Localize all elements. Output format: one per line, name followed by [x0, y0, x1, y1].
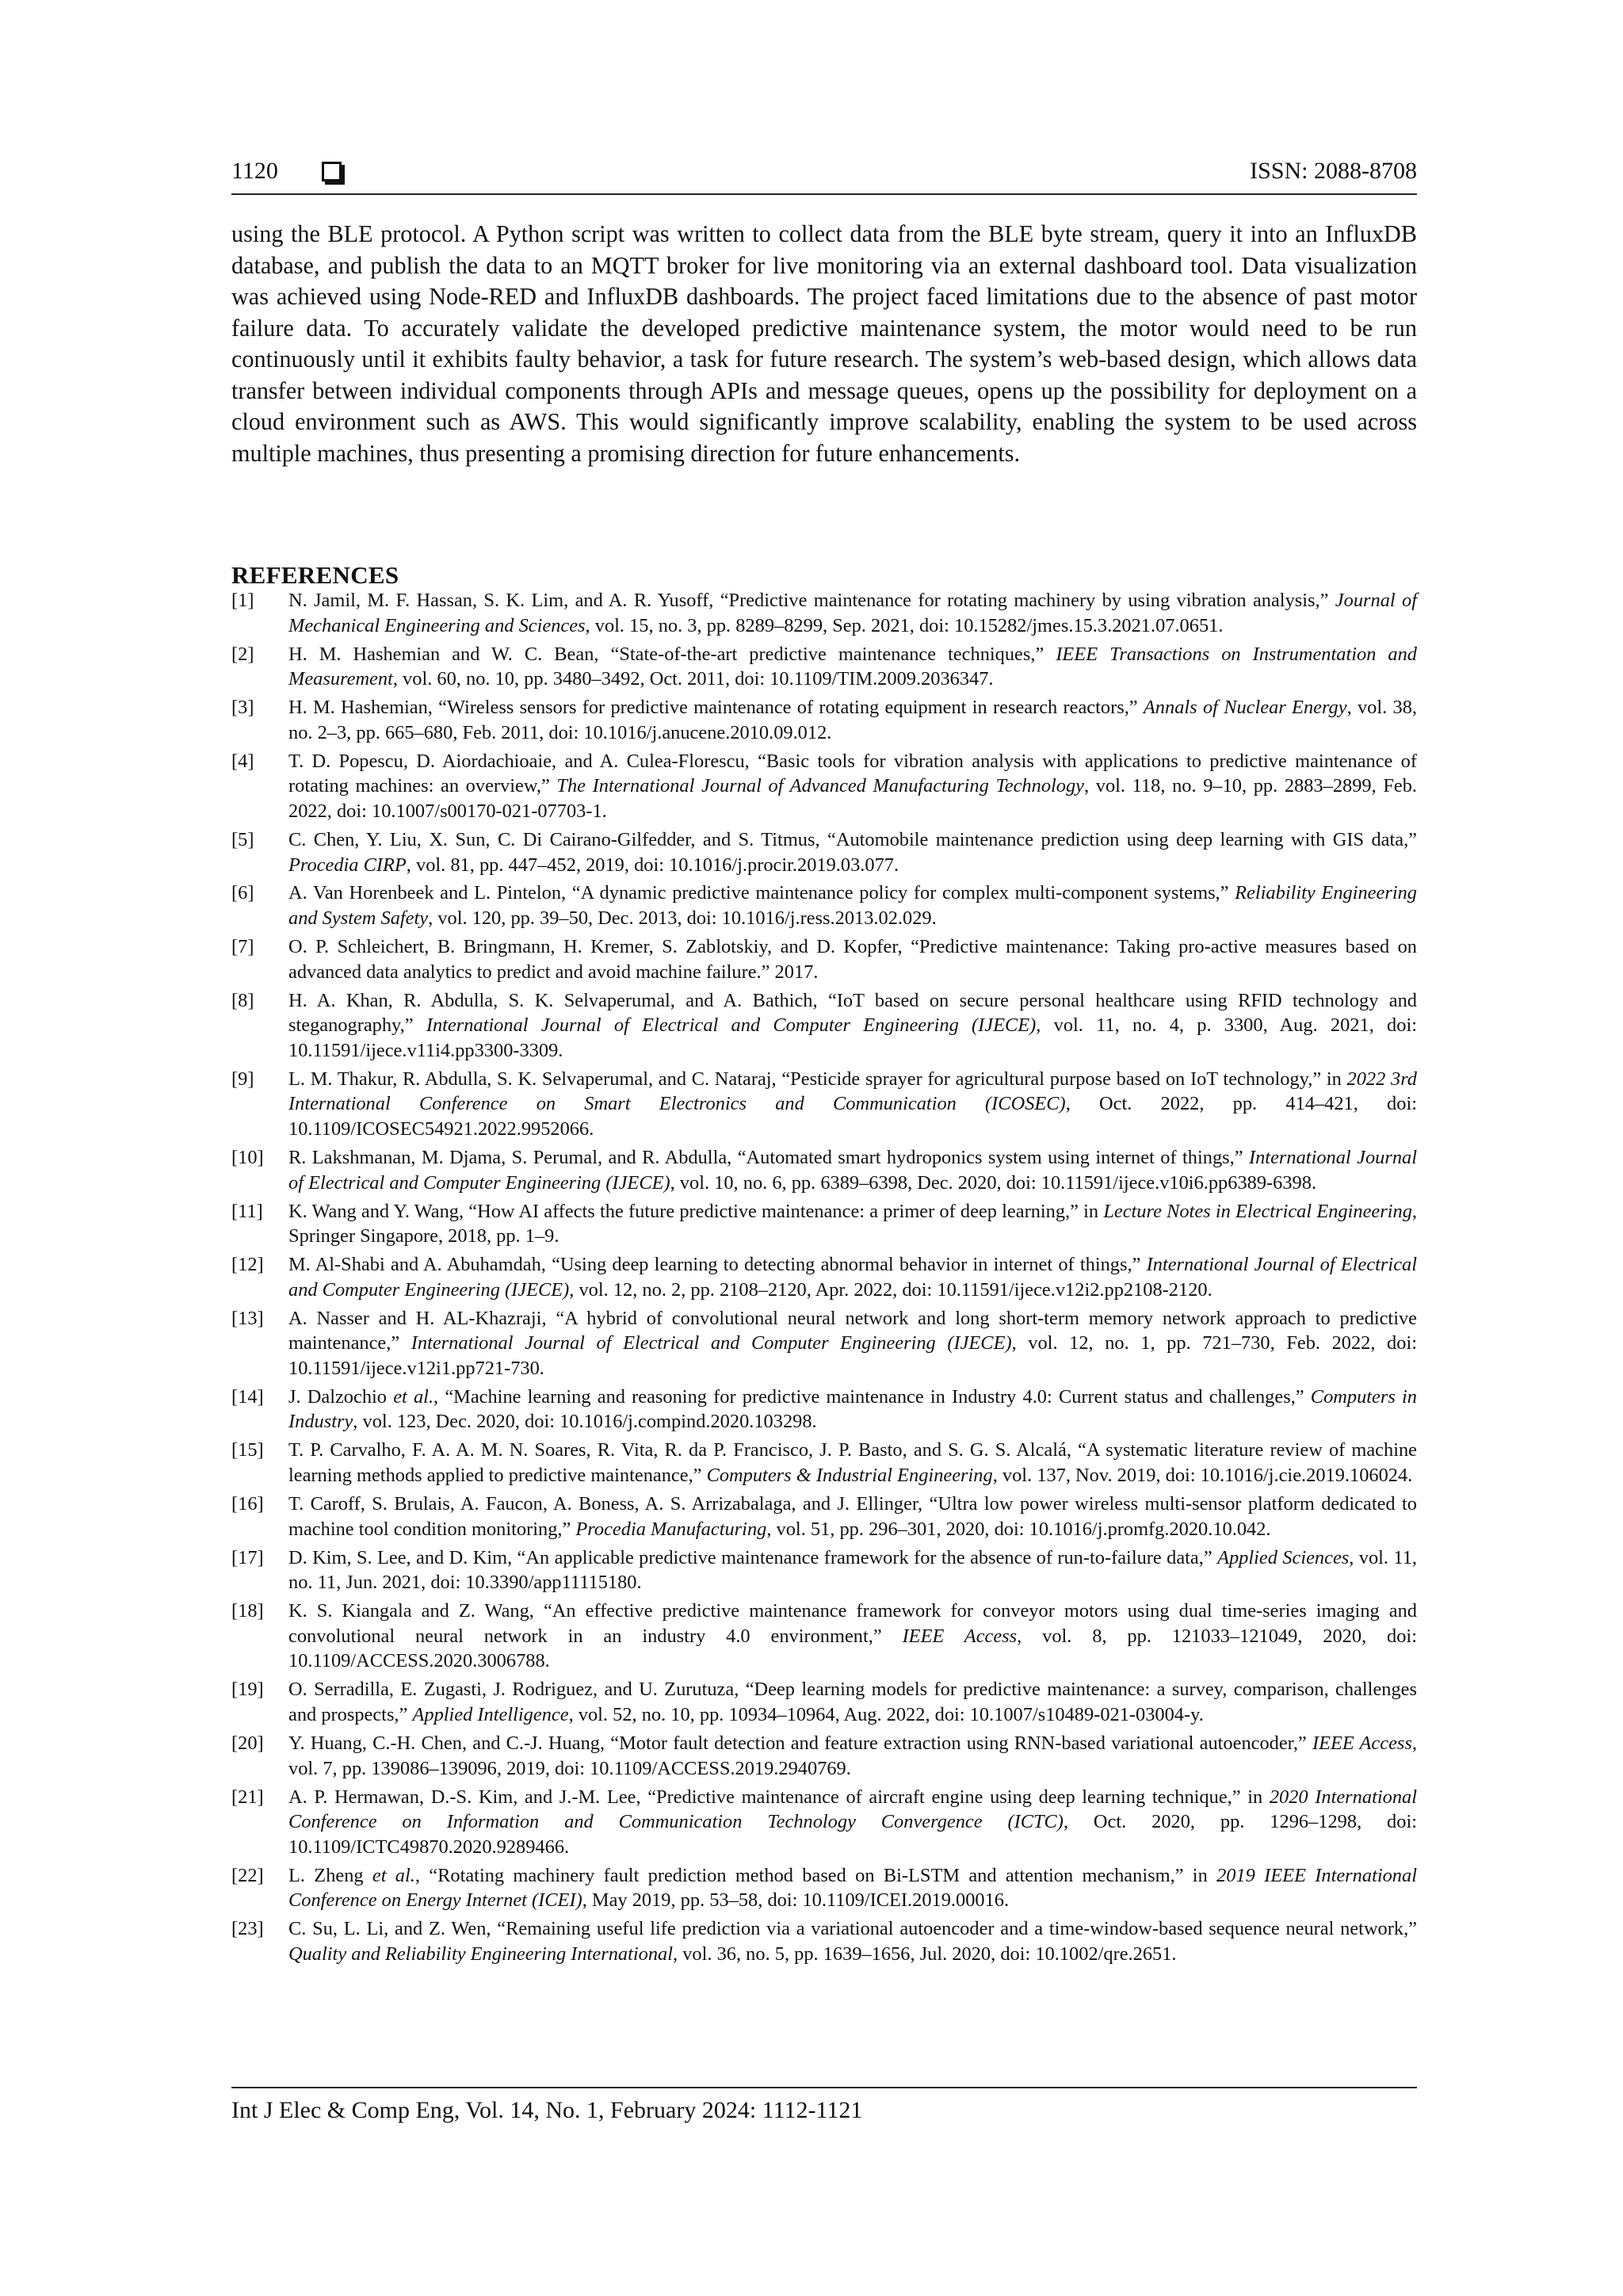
reference-number: [20]	[231, 1732, 264, 1754]
reference-item	[231, 1199, 1417, 1249]
reference-segment: , vol. 12, no. 2, pp. 2108–2120, Apr. 2022, doi: 10.11591/ijece.v12i2.pp2108-2120.	[569, 1278, 1212, 1301]
footer-rule	[231, 2087, 1417, 2088]
reference-item	[231, 1145, 1417, 1195]
reference-segment: O. P. Schleichert, B. Bringmann, H. Kremer, S. Zablotskiy, and D. Kopfer, “Predictive maintenance: Taking pro-active measures based on advanced data analytics to predict and avoid machine failure.” 2017.	[288, 936, 1417, 983]
reference-segment: H. M. Hashemian and W. C. Bean, “State-of-the-art predictive maintenance techniques,”	[288, 643, 1056, 665]
reference-segment: O. Serradilla, E. Zugasti, J. Rodriguez, and U. Zurutuza, “Deep learning models for predictive maintenance: a survey, comparison, challenges and prospects,”	[288, 1679, 1417, 1725]
reference-item	[231, 1863, 1417, 1913]
reference-source: IEEE Access	[902, 1625, 1018, 1647]
reference-item	[231, 1599, 1417, 1674]
reference-item	[231, 827, 1417, 877]
reference-item	[231, 1916, 1417, 1966]
reference-number: [12]	[231, 1254, 264, 1276]
reference-segment: L. M. Thakur, R. Abdulla, S. K. Selvaperumal, and C. Nataraj, “Pesticide sprayer for agricultural purpose based on IoT technology,” in	[288, 1068, 1347, 1090]
reference-segment: T. Caroff, S. Brulais, A. Faucon, A. Boness, A. S. Arrizabalaga, and J. Ellinger, “Ultra low power wireless multi-sensor platform dedicated to machine tool condition monitoring,”	[288, 1493, 1417, 1540]
reference-item	[231, 1438, 1417, 1488]
reference-segment: , Springer Singapore, 2018, pp. 1–9.	[288, 1200, 1417, 1247]
references-heading: REFERENCES	[231, 561, 399, 589]
reference-segment: , vol. 11, no. 11, Jun. 2021, doi: 10.3390/app11115180.	[288, 1546, 1417, 1594]
reference-segment: , vol. 15, no. 3, pp. 8289–8299, Sep. 2021, doi: 10.15282/jmes.15.3.2021.07.0651.	[585, 614, 1224, 636]
reference-segment: M. Al-Shabi and A. Abuhamdah, “Using deep learning to detecting abnormal behavior in internet of things,”	[288, 1254, 1147, 1276]
reference-segment: , vol. 52, no. 10, pp. 10934–10964, Aug. 2022, doi: 10.1007/s10489-021-03004-y.	[568, 1703, 1204, 1725]
reference-segment: , vol. 51, pp. 296–301, 2020, doi: 10.1016/j.promfg.2020.10.042.	[766, 1518, 1271, 1540]
reference-segment: , vol. 11, no. 4, p. 3300, Aug. 2021, doi: 10.11591/ijece.v11i4.pp3300-3309.	[288, 1014, 1417, 1061]
reference-segment: A. Van Horenbeek and L. Pintelon, “A dynamic predictive maintenance policy for complex multi-component systems,”	[288, 882, 1235, 904]
reference-item	[231, 934, 1417, 984]
reference-text	[288, 749, 1417, 824]
reference-number: [23]	[231, 1918, 264, 1940]
reference-item	[231, 1731, 1417, 1781]
reference-source: IEEE Transactions on Instrumentation and Measurement	[288, 643, 1418, 690]
reference-text	[288, 1916, 1417, 1966]
reference-number: [18]	[231, 1600, 264, 1622]
reference-text	[288, 1067, 1417, 1142]
reference-item	[231, 588, 1417, 638]
reference-text	[288, 1599, 1417, 1674]
reference-segment: , “Machine learning and reasoning for predictive maintenance in Industry 4.0: Current status and challenges,”	[433, 1385, 1311, 1408]
reference-segment: , vol. 7, pp. 139086–139096, 2019, doi: 10.1109/ACCESS.2019.2940769.	[288, 1732, 1417, 1779]
references-list	[231, 588, 1417, 1970]
reference-number: [7]	[231, 936, 254, 958]
reference-text	[288, 1306, 1417, 1381]
issn-label: ISSN: 2088-8708	[1250, 158, 1417, 184]
reference-number: [5]	[231, 828, 254, 850]
reference-segment: , vol. 60, no. 10, pp. 3480–3492, Oct. 2011, doi: 10.1109/TIM.2009.2036347.	[392, 668, 994, 690]
reference-source: International Journal of Electrical and Computer Engineering (IJECE)	[426, 1014, 1037, 1037]
reference-segment: K. S. Kiangala and Z. Wang, “An effective predictive maintenance framework for conveyor motors using dual time-series imaging and convolutional neural network in an industry 4.0 environment,”	[288, 1600, 1417, 1647]
square-bullet-icon	[322, 162, 342, 181]
reference-segment: K. Wang and Y. Wang, “How AI affects the future predictive maintenance: a primer of deep learning,” in	[288, 1200, 1104, 1222]
reference-source: et al.	[372, 1864, 415, 1886]
reference-item	[231, 881, 1417, 930]
reference-segment: , Oct. 2022, pp. 414–421, doi: 10.1109/ICOSEC54921.2022.9952066.	[288, 1093, 1418, 1140]
reference-segment: , vol. 10, no. 6, pp. 6389–6398, Dec. 2020, doi: 10.11591/ijece.v10i6.pp6389-6398.	[670, 1171, 1317, 1194]
reference-segment: , Oct. 2020, pp. 1296–1298, doi: 10.1109/ICTC49870.2020.9289466.	[288, 1811, 1418, 1858]
reference-segment: , vol. 123, Dec. 2020, doi: 10.1016/j.compind.2020.103298.	[353, 1411, 817, 1433]
reference-segment: , vol. 118, no. 9–10, pp. 2883–2899, Feb. 2022, doi: 10.1007/s00170-021-07703-1.	[288, 775, 1418, 822]
reference-item	[231, 1545, 1417, 1595]
reference-text	[288, 1385, 1417, 1435]
reference-number: [11]	[231, 1200, 263, 1222]
reference-source: IEEE Access	[1312, 1732, 1412, 1754]
reference-source: Computers in Industry	[288, 1385, 1418, 1433]
reference-text	[288, 988, 1417, 1064]
reference-source: Applied Sciences	[1217, 1546, 1350, 1568]
reference-source: International Journal of Electrical and Computer Engineering (IJECE)	[288, 1146, 1417, 1194]
reference-text	[288, 1731, 1417, 1781]
body-paragraph: using the BLE protocol. A Python script was written to collect data from the BLE byte stream, query it into an InfluxDB database, and publish the data to an MQTT broker for live monitoring via an external dashboard tool. Data visualization was achieved using Node-RED and InfluxDB dashboards. The project faced limitations due to the absence of past motor failure data. To accurately validate the developed predictive maintenance system, the motor would need to be run continuously until it exhibits faulty behavior, a task for future research. The system’s web-based design, which allows data transfer between individual components through APIs and message queues, opens up the possibility for deployment on a cloud environment such as AWS. This would significantly improve scalability, enabling the system to be used across multiple machines, thus presenting a promising direction for future enhancements.	[231, 220, 1417, 467]
header-rule	[231, 193, 1417, 195]
reference-segment: L. Zheng	[288, 1864, 372, 1886]
reference-segment: , “Rotating machinery fault prediction method based on Bi-LSTM and attention mechanism,” in	[414, 1864, 1217, 1886]
reference-source: Lecture Notes in Electrical Engineering	[1103, 1200, 1412, 1222]
reference-item	[231, 1067, 1417, 1142]
reference-source: Quality and Reliability Engineering International	[288, 1943, 674, 1965]
reference-segment: , May 2019, pp. 53–58, doi: 10.1109/ICEI.2019.00016.	[582, 1889, 1010, 1912]
reference-text	[288, 827, 1417, 877]
reference-source: International Journal of Electrical and Computer Engineering (IJECE)	[288, 1254, 1417, 1301]
reference-segment: , vol. 137, Nov. 2019, doi: 10.1016/j.cie.2019.106024.	[992, 1465, 1413, 1487]
reference-segment: , vol. 12, no. 1, pp. 721–730, Feb. 2022, doi: 10.11591/ijece.v12i1.pp721-730.	[288, 1332, 1417, 1379]
reference-source: Applied Intelligence	[412, 1703, 569, 1725]
reference-segment: N. Jamil, M. F. Hassan, S. K. Lim, and A. R. Yusoff, “Predictive maintenance for rotating machinery by using vibration analysis,”	[288, 590, 1335, 611]
reference-item	[231, 988, 1417, 1064]
reference-item	[231, 642, 1417, 692]
reference-segment: H. A. Khan, R. Abdulla, S. K. Selvaperumal, and A. Bathich, “IoT based on secure personal healthcare using RFID technology and steganography,”	[288, 989, 1417, 1037]
reference-segment: R. Lakshmanan, M. Djama, S. Perumal, and R. Abdulla, “Automated smart hydroponics system using internet of things,”	[288, 1146, 1249, 1168]
reference-segment: Y. Huang, C.-H. Chen, and C.-J. Huang, “Motor fault detection and feature extraction using RNN-based variational autoencoder,”	[288, 1732, 1312, 1754]
reference-segment: , vol. 120, pp. 39–50, Dec. 2013, doi: 10.1016/j.ress.2013.02.029.	[428, 907, 937, 930]
reference-item	[231, 1306, 1417, 1381]
reference-number: [10]	[231, 1146, 264, 1168]
reference-source: Reliability Engineering and System Safety	[288, 882, 1417, 930]
reference-source: Journal of Mechanical Engineering and Sciences	[288, 590, 1417, 636]
reference-number: [9]	[231, 1068, 254, 1090]
reference-segment: J. Dalzochio	[288, 1385, 394, 1408]
reference-item	[231, 1385, 1417, 1435]
reference-source: 2022 3rd International Conference on Smart Electronics and Communication (ICOSEC)	[288, 1068, 1417, 1115]
reference-text	[288, 642, 1417, 692]
reference-number: [14]	[231, 1385, 264, 1408]
reference-text	[288, 1863, 1417, 1913]
reference-segment: C. Su, L. Li, and Z. Wen, “Remaining useful life prediction via a variational autoencoder and a time-window-based sequence neural network,”	[288, 1918, 1417, 1940]
reference-item	[231, 695, 1417, 745]
reference-item	[231, 749, 1417, 824]
reference-number: [8]	[231, 989, 254, 1011]
reference-number: [15]	[231, 1439, 264, 1461]
reference-number: [3]	[231, 697, 254, 719]
reference-source: Procedia CIRP	[288, 854, 407, 876]
reference-number: [21]	[231, 1786, 264, 1808]
reference-text	[288, 1252, 1417, 1302]
reference-text	[288, 1785, 1417, 1860]
reference-segment: T. D. Popescu, D. Aiordachioaie, and A. Culea-Florescu, “Basic tools for vibration analysis with applications to predictive maintenance of rotating machines: an overview,”	[288, 750, 1417, 797]
reference-number: [16]	[231, 1493, 264, 1515]
reference-number: [4]	[231, 750, 254, 772]
reference-text	[288, 1145, 1417, 1195]
reference-source: 2019 IEEE International Conference on Energy Internet (ICEI)	[288, 1864, 1417, 1912]
reference-segment: , vol. 36, no. 5, pp. 1639–1656, Jul. 2020, doi: 10.1002/qre.2651.	[673, 1943, 1177, 1965]
reference-text	[288, 1545, 1417, 1595]
reference-source: Computers & Industrial Engineering	[706, 1465, 993, 1487]
reference-text	[288, 934, 1417, 984]
reference-source: 2020 International Conference on Information and Communication Technology Convergence (ICTC)	[288, 1786, 1417, 1833]
reference-number: [17]	[231, 1546, 264, 1568]
page-header	[231, 155, 1417, 190]
reference-source: et al.	[393, 1385, 434, 1408]
reference-segment: , vol. 81, pp. 447–452, 2019, doi: 10.1016/j.procir.2019.03.077.	[406, 854, 899, 876]
reference-number: [2]	[231, 643, 254, 665]
reference-segment: , vol. 8, pp. 121033–121049, 2020, doi: 10.1109/ACCESS.2020.3006788.	[288, 1625, 1417, 1672]
reference-number: [22]	[231, 1864, 264, 1886]
reference-segment: D. Kim, S. Lee, and D. Kim, “An applicable predictive maintenance framework for the absence of run-to-failure data,”	[288, 1546, 1218, 1568]
page-number: 1120	[231, 158, 278, 184]
reference-segment: T. P. Carvalho, F. A. A. M. N. Soares, R. Vita, R. da P. Francisco, J. P. Basto, and S. G. S. Alcalá, “A systematic literature review of machine learning methods applied to predictive maintenance,”	[288, 1439, 1417, 1487]
reference-segment: A. Nasser and H. AL-Khazraji, “A hybrid of convolutional neural network and long short-term memory network approach to predictive maintenance,”	[288, 1307, 1417, 1354]
reference-text	[288, 695, 1417, 745]
reference-source: The International Journal of Advanced Manufacturing Technology	[556, 775, 1085, 797]
reference-segment: A. P. Hermawan, D.-S. Kim, and J.-M. Lee, “Predictive maintenance of aircraft engine using deep learning technique,” in	[288, 1786, 1270, 1808]
reference-number: [1]	[231, 590, 254, 611]
reference-item	[231, 1492, 1417, 1541]
reference-segment: C. Chen, Y. Liu, X. Sun, C. Di Cairano-Gilfedder, and S. Titmus, “Automobile maintenance prediction using deep learning with GIS data,”	[288, 828, 1417, 850]
reference-text	[288, 1199, 1417, 1249]
reference-text	[288, 881, 1417, 930]
reference-item	[231, 1252, 1417, 1302]
reference-item	[231, 1785, 1417, 1860]
reference-number: [6]	[231, 882, 254, 904]
reference-source: Annals of Nuclear Energy	[1143, 697, 1347, 719]
reference-item	[231, 1677, 1417, 1727]
reference-segment: H. M. Hashemian, “Wireless sensors for predictive maintenance of rotating equipment in research reactors,”	[288, 697, 1144, 719]
reference-segment: , vol. 38, no. 2–3, pp. 665–680, Feb. 2011, doi: 10.1016/j.anucene.2010.09.012.	[288, 697, 1418, 743]
reference-source: Procedia Manufacturing	[575, 1518, 767, 1540]
reference-source: International Journal of Electrical and Computer Engineering (IJECE)	[411, 1332, 1012, 1354]
reference-text	[288, 1492, 1417, 1541]
reference-text	[288, 588, 1417, 638]
reference-text	[288, 1438, 1417, 1488]
page-footer: Int J Elec & Comp Eng, Vol. 14, No. 1, February 2024: 1112-1121	[231, 2097, 863, 2123]
reference-text	[288, 1677, 1417, 1727]
reference-number: [19]	[231, 1679, 264, 1701]
reference-number: [13]	[231, 1307, 264, 1329]
